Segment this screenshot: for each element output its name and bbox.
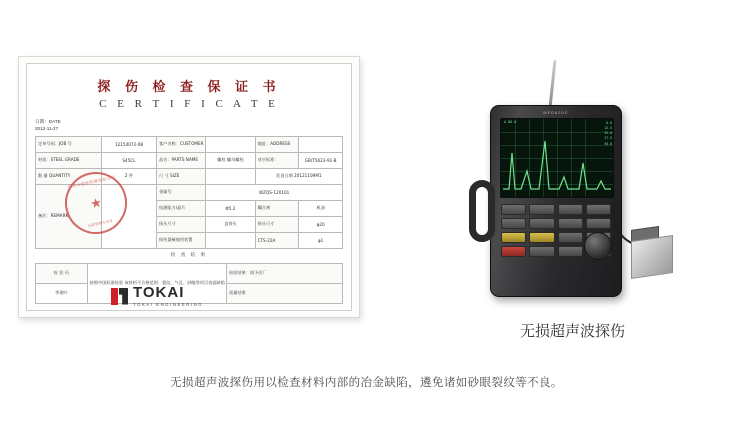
calibration-block bbox=[631, 235, 673, 279]
keypad-key-yellow[interactable] bbox=[529, 232, 554, 243]
cell-value: φ20 bbox=[299, 216, 343, 232]
cell-label: 品名：PARTS NAME bbox=[156, 152, 205, 168]
bottom-caption: 无损超声波探伤用以检查材料内部的冶金缺陷，遴免诸如砂眼裂纹等不良。 bbox=[170, 375, 563, 389]
tokai-logo-icon bbox=[111, 288, 128, 305]
cell-value bbox=[299, 136, 343, 152]
logo-subtitle: TOKAI ENGINEERING bbox=[133, 302, 204, 307]
certificate-document bbox=[18, 56, 360, 318]
screen-value: 50.0 bbox=[604, 141, 612, 146]
screen-value: 12.5 bbox=[604, 126, 612, 131]
cell-value: φ1 bbox=[299, 232, 343, 248]
table-row bbox=[36, 263, 343, 283]
screen-top-label: A 80.0 bbox=[504, 120, 517, 124]
certificate-title-en: C E R T I F I C A T E bbox=[99, 98, 279, 110]
device-caption: 无损超声波探伤 bbox=[519, 322, 625, 340]
cell-label: 探头尺寸 bbox=[255, 216, 299, 232]
cell-label: 材质：STEEL GRADE bbox=[36, 152, 102, 168]
inspector-label: 检 验 员 bbox=[36, 263, 88, 283]
carry-handle bbox=[469, 180, 495, 242]
cell-value: 12154072-08 bbox=[102, 136, 157, 152]
cell-label: 探头尺寸 bbox=[156, 216, 205, 232]
keypad-key[interactable] bbox=[529, 218, 554, 229]
cell-value: 2 件 bbox=[102, 168, 157, 184]
keypad-key-yellow[interactable] bbox=[501, 232, 526, 243]
logo-red-bar bbox=[111, 288, 118, 305]
screen-value: 0.0 bbox=[606, 121, 612, 125]
tokai-logo bbox=[111, 285, 203, 307]
keypad-key[interactable] bbox=[586, 204, 611, 215]
cell-value: Φ5.2 bbox=[206, 200, 255, 216]
logo-dark-bar bbox=[119, 288, 128, 305]
device-brand-label: MFD620C bbox=[543, 110, 569, 115]
table-row bbox=[36, 136, 343, 152]
star-icon: ★ bbox=[88, 194, 104, 212]
keypad-key[interactable] bbox=[529, 204, 554, 215]
cell-value bbox=[206, 168, 255, 184]
cell-value: 发货日期 20121109M1 bbox=[255, 168, 342, 184]
certificate-title-cn: 探 伤 检 查 保 证 书 bbox=[97, 80, 281, 95]
keypad-key[interactable] bbox=[558, 218, 583, 229]
screen-value: 25.0 bbox=[604, 131, 612, 136]
cell-value: GB/T5623-91-B bbox=[299, 152, 343, 168]
cell-label: 客户名称：CUSTOMER bbox=[156, 136, 205, 152]
cell-value: 直探头 bbox=[206, 216, 255, 232]
keypad-key[interactable] bbox=[586, 218, 611, 229]
detector-screen bbox=[500, 118, 614, 198]
certificate-date-label: 日期：DATE bbox=[35, 119, 61, 124]
screen-values bbox=[590, 121, 612, 147]
cell-label: 尺 寸 SIZE bbox=[156, 168, 205, 184]
keypad-key-power[interactable] bbox=[501, 246, 526, 257]
keypad-key[interactable] bbox=[558, 232, 583, 243]
ultrasonic-flaw-detector-photo bbox=[455, 60, 690, 310]
cell-value: 机油 bbox=[299, 200, 343, 216]
cell-label: 备注：REMARK bbox=[36, 184, 102, 248]
seal-bottom-text: 品质管理专用章 bbox=[87, 218, 114, 229]
cell-label: 检测能力/晶片 bbox=[156, 200, 205, 216]
cell-label: 数 量 QUANTITY bbox=[36, 168, 102, 184]
cell-value: WZQS-120101 bbox=[206, 184, 343, 200]
rotary-knob[interactable] bbox=[584, 232, 612, 260]
certificate-date-row bbox=[35, 119, 343, 133]
certificate-section-header: 检 查 结 果 bbox=[170, 251, 208, 257]
cell-label: CTS-22A bbox=[255, 232, 299, 248]
result-right-sub: 质量结果 bbox=[226, 283, 342, 303]
detector-body bbox=[490, 105, 622, 297]
cell-value: 螺栓 螺母螺栓 bbox=[206, 152, 255, 168]
cell-label: 金属号 bbox=[156, 184, 205, 200]
logo-title: TOKAI bbox=[133, 284, 185, 301]
cell-value bbox=[206, 232, 255, 248]
cell-label: 定单号码：JOB 号 bbox=[36, 136, 102, 152]
cell-label: 耦合剂 bbox=[255, 200, 299, 216]
cell-value bbox=[206, 136, 255, 152]
cell-label: 探伤器械使用装置 bbox=[156, 232, 205, 248]
screen-value: 37.5 bbox=[604, 136, 612, 141]
result-note: 按照中国标准检验 该材料不合格范围：裂纹、气孔、砂眼等项目表面缺陷 bbox=[87, 263, 226, 303]
logo-text-block bbox=[133, 285, 203, 307]
table-row bbox=[36, 152, 343, 168]
cell-value: S45CL bbox=[102, 152, 157, 168]
cell-label: 地址：ADDRESS bbox=[255, 136, 299, 152]
keypad-key[interactable] bbox=[529, 246, 554, 257]
probe-antenna bbox=[548, 60, 556, 108]
certificate-date-value: 2012-11-27 bbox=[35, 125, 59, 131]
keypad-key[interactable] bbox=[558, 204, 583, 215]
keypad-key[interactable] bbox=[501, 204, 526, 215]
keypad-key[interactable] bbox=[558, 246, 583, 257]
seal-top-text: 常州市精密机械有限公司 bbox=[67, 174, 116, 190]
keypad-key[interactable] bbox=[501, 218, 526, 229]
cell-label: 对应标准： bbox=[255, 152, 299, 168]
result-right-label: 检验结果：请予出厂 bbox=[226, 263, 342, 283]
inspector-value: 李建叶 bbox=[36, 283, 88, 303]
